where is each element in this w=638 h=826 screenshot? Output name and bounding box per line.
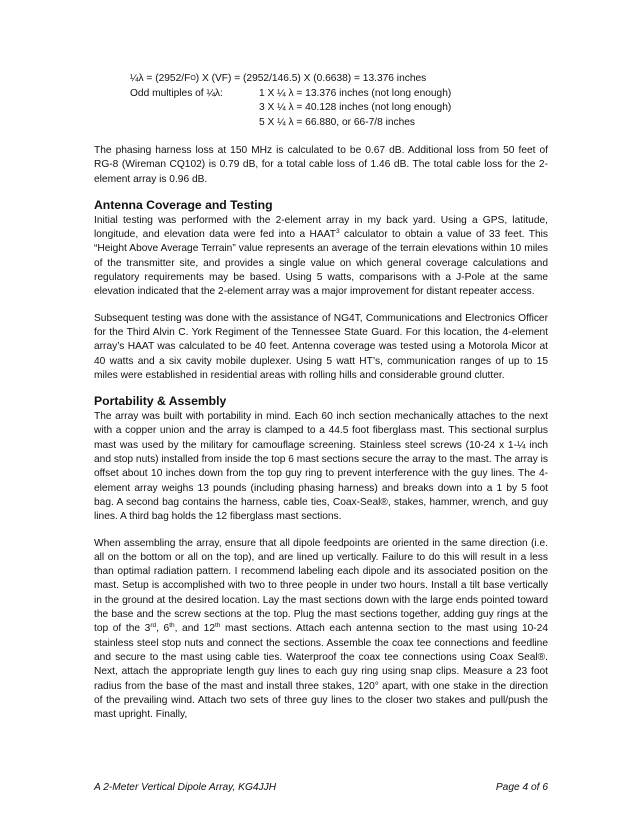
footer-page-number: Page 4 of 6 xyxy=(495,782,548,793)
footer-title: A 2-Meter Vertical Dipole Array, KG4JJH xyxy=(94,782,277,793)
document-page xyxy=(94,66,548,722)
page-footer xyxy=(94,782,548,793)
phasing-harness-paragraph: The phasing harness loss at 150 MHz is calculated to be 0.67 dB. Additional loss from 50 feet of RG-8 (Wireman CQ102) is 0.79 dB, for a total cable loss of 1.46 dB. The total cable loss for the 2-element array is 0.96 dB. xyxy=(94,145,548,185)
formula-line-4: 5 X ¼ λ = 66.880, or 66-7/8 inches xyxy=(259,116,416,128)
formula-line-2: Odd multiples of ¼λ: 1 X ¼ λ = 13.376 inches (not long enough) xyxy=(130,87,452,99)
formula-line-1: ¼λ = (2952/F O ) X (VF) = (2952/146.5) X (0.6638) = 13.376 inches xyxy=(130,73,427,84)
portability-paragraph-2: When assembling the array, ensure that all dipole feedpoints are oriented in the same direction (i.e. all on the bottom or all on the top), and are lined up vertically. Failure to do this will result in a less than optimal radiation pattern. I recommend labeling each dipole and its associated position on the mast. Setup is accomplished with two to three people in under two hours. Install a tilt base vertically in the ground at the desired location. Lay the mast sections down with the large ends pointed toward the base and the screw sections at the top. Plug the mast sections together, adding guy rings at the top of the 3rd, 6th, and 12th mast sections. Attach each antenna section to the mast using 10-24 stainless steel stop nuts and connect the sections. Assemble the coax tee connections and feedline and secure to the mast using cable ties. Waterproof the coax tee connections using Coax Seal®. Next, attach the appropriate length guy lines to each guy ring using snap clips. Measure a 23 foot radius from the base of the mast and install three stakes, 120° apart, with one stake in the direction of the prevailing wind. Attach two sets of three guy lines to the closer two stakes and pull/push the mast upright. Finally, xyxy=(94,537,549,721)
quarter-wave-formulas xyxy=(94,72,548,130)
section-heading-coverage: Antenna Coverage and Testing xyxy=(94,197,273,212)
coverage-paragraph-2: Subsequent testing was done with the assistance of NG4T, Communications and Electronics Officer for the Third Alvin C. York Regiment of the Tennessee State Guard. For this location, the 4-element array’s HAAT was calculated to be 40 feet. Antenna coverage was tested using a Motorola Micor at 40 watts and a six cavity mobile duplexer. Using 5 watt HT’s, communication ranges of up to 15 miles were established in residential areas with rolling hills and considerable ground clutter. xyxy=(94,312,548,381)
coverage-paragraph-1: Initial testing was performed with the 2-element array in my back yard. Using a GPS, latitude, longitude, and elevation data were fed into a HAAT$^3$ calculator to obtain a value of 33 feet. This “Height Above Average Terrain” value represents an average of the terrain elevations within 10 miles of the transmitter site, and provides a single value on which general coverage calculations and regulatory requirements may be based. Using 5 watts, comparisons with a J-Pole at the same elevation indicated that the 2-element array was a major improvement for distant repeater access. xyxy=(94,214,548,298)
section-heading-portability: Portability & Assembly xyxy=(94,394,227,409)
formula-line-3: 3 X ¼ λ = 40.128 inches (not long enough) xyxy=(259,102,452,113)
portability-paragraph-1: The array was built with portability in mind. Each 60 inch section mechanically attaches to the next with a copper union and the array is clamped to a 44.5 foot fiberglass mast. This sectional surplus mast was used by the military for camouflage screening. Stainless steel screws (10-24 x 1-¼ inch and stop nuts) installed from inside the top 6 mast sections secure the array to the mast. The array is offset about 10 inches down from the top guy ring to prevent interference with the guy lines. The 4-element array weighs 13 pounds (including phasing harness) and breaks down into a 1 by 5 foot bag. A second bag contains the harness, cable ties, Coax-Seal®, stakes, hammer, wrench, and guy lines. A third bag holds the 12 fiberglass mast sections. xyxy=(94,411,548,523)
